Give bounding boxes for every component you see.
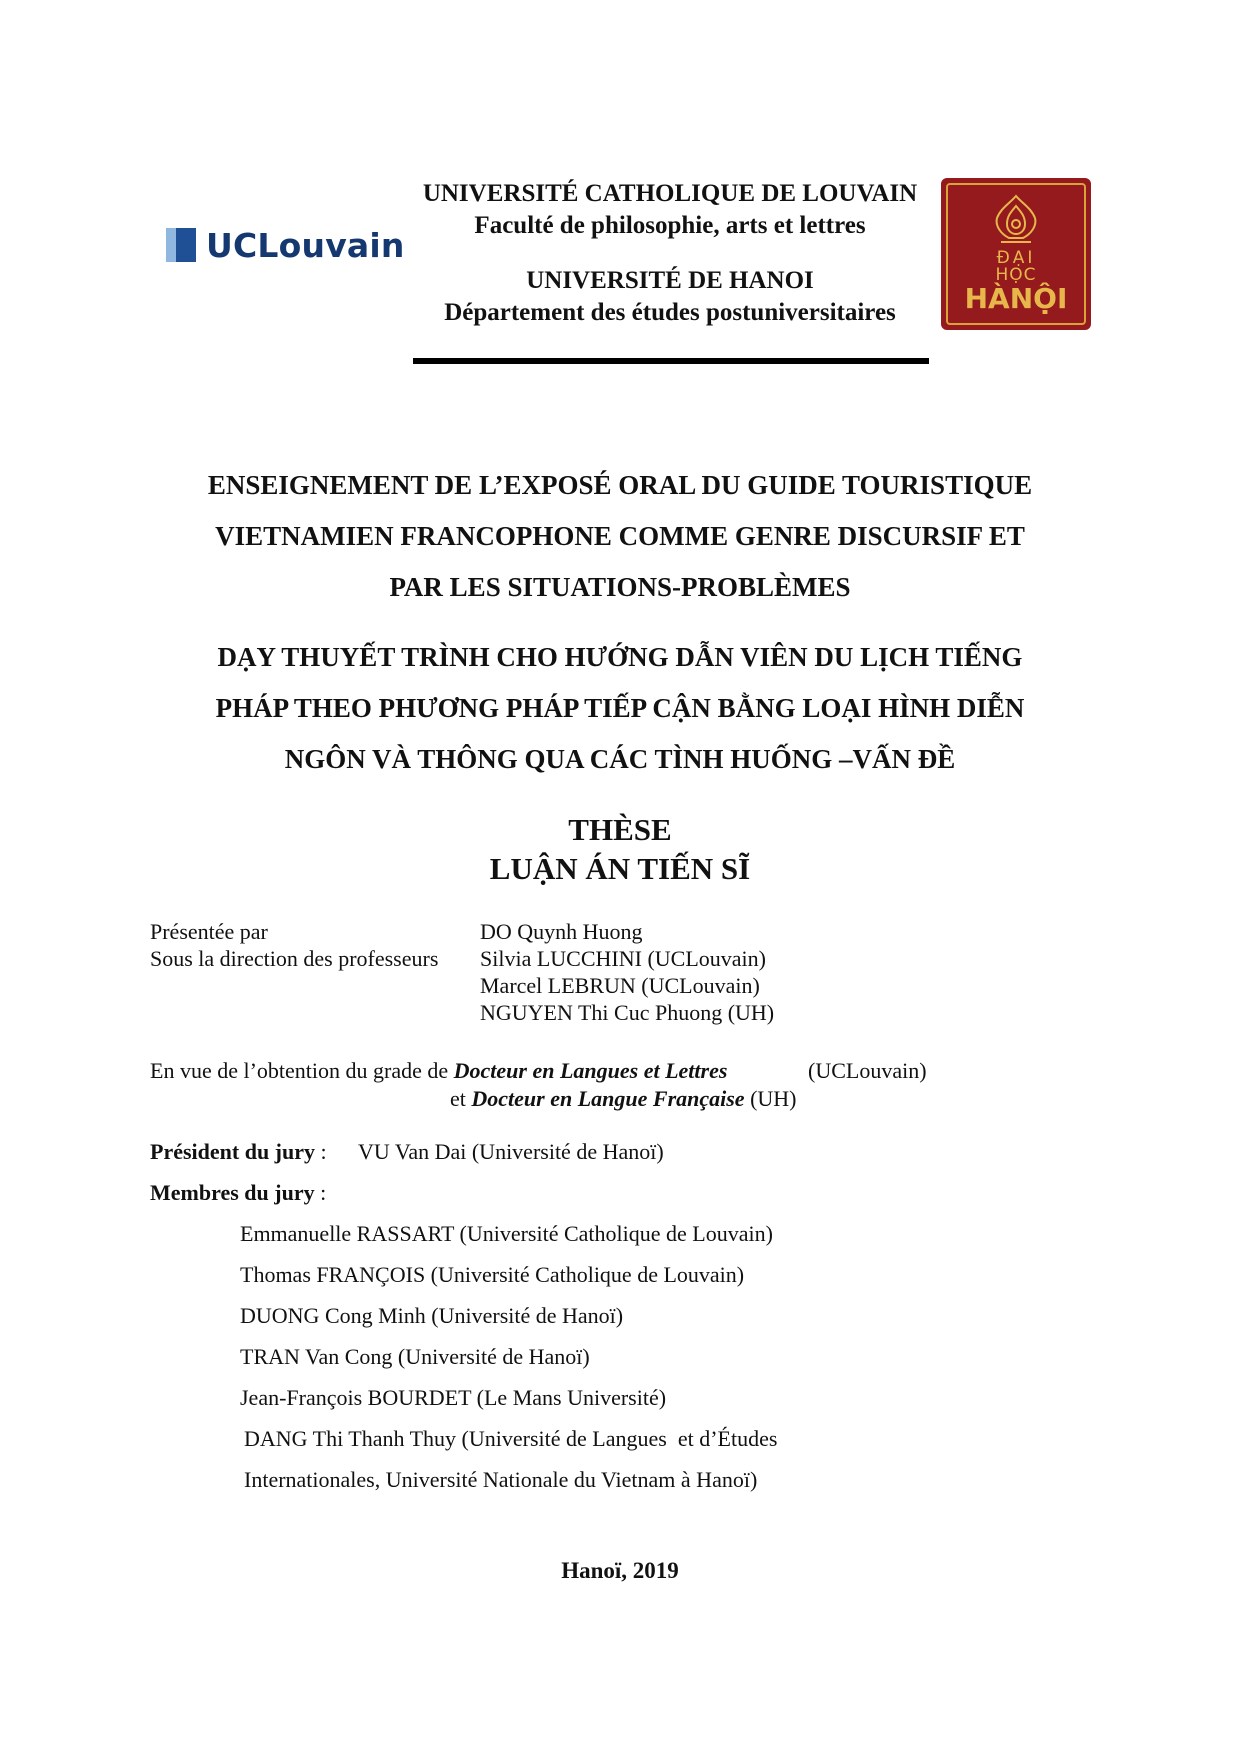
jury-members-separator: : — [314, 1180, 327, 1205]
place-and-year: Hanoï, 2019 — [561, 1558, 679, 1583]
title-fr-line-1: ENSEIGNEMENT DE L’EXPOSÉ ORAL DU GUIDE TOURISTIQUE — [207, 470, 1033, 500]
hanoi-logo-line-3: HÀNỘI — [964, 282, 1068, 315]
supervisor-2: Marcel LEBRUN (UCLouvain) — [480, 973, 760, 998]
uclouvain-logo — [166, 226, 405, 264]
supervisors-label: Sous la direction des professeurs — [150, 946, 439, 971]
jury-member-4: TRAN Van Cong (Université de Hanoï) — [240, 1344, 590, 1369]
degree-2: Docteur en Langue Française — [471, 1086, 745, 1111]
hanoi-logo-line-1: ĐẠI — [996, 248, 1036, 268]
jury-member-6-continued: Internationales, Université Nationale du Vietnam à Hanoï) — [244, 1467, 758, 1492]
degree-connector: et — [450, 1086, 472, 1111]
degree-2-institution: (UH) — [744, 1086, 797, 1111]
hanoi-university-logo — [941, 178, 1091, 330]
jury-member-5: Jean-François BOURDET (Le Mans Université) — [240, 1385, 667, 1410]
title-fr-line-2: VIETNAMIEN FRANCOPHONE COMME GENRE DISCURSIF ET — [215, 521, 1025, 551]
jury-president-separator: : — [315, 1139, 327, 1164]
degree-prefix: En vue de l’obtention du grade de — [150, 1058, 454, 1083]
thesis-fr: THÈSE — [568, 812, 672, 847]
uclouvain-logo-mark-icon — [166, 228, 198, 262]
header-line-3: UNIVERSITÉ DE HANOI — [526, 267, 814, 294]
author-name: DO Quynh Huong — [480, 919, 643, 944]
title-french — [120, 460, 1120, 613]
jury-members-label: Membres du jury — [150, 1180, 315, 1205]
title-vi-line-2: PHÁP THEO PHƯƠNG PHÁP TIẾP CẬN BẰNG LOẠI HÌNH DIỄN — [215, 693, 1025, 723]
jury-member-2: Thomas FRANÇOIS (Université Catholique de Louvain) — [240, 1262, 745, 1287]
title-vietnamese — [120, 632, 1120, 785]
degree-line-2 — [450, 1085, 797, 1112]
jury-member-3: DUONG Cong Minh (Université de Hanoï) — [240, 1303, 624, 1328]
supervisor-3: NGUYEN Thi Cuc Phuong (UH) — [480, 1000, 775, 1025]
header-line-4: Département des études postuniversitaires — [444, 299, 896, 326]
degree-1: Docteur en Langues et Lettres — [453, 1058, 728, 1083]
jury-president-line — [150, 1138, 327, 1165]
jury-president-label: Président du jury — [150, 1139, 315, 1164]
thesis-type — [120, 810, 1120, 888]
jury-president-name: VU Van Dai (Université de Hanoï) — [358, 1139, 664, 1164]
hanoi-logo-line-2: HỌC — [995, 265, 1037, 285]
degree-line-1 — [150, 1057, 727, 1084]
presented-by-label: Présentée par — [150, 919, 268, 944]
degree-1-institution: (UCLouvain) — [808, 1058, 927, 1083]
header-line-1: UNIVERSITÉ CATHOLIQUE DE LOUVAIN — [422, 180, 918, 207]
supervisor-1: Silvia LUCCHINI (UCLouvain) — [480, 946, 766, 971]
title-fr-line-3: PAR LES SITUATIONS-PROBLÈMES — [389, 572, 851, 602]
header-university-louvain — [410, 178, 930, 242]
jury-member-1: Emmanuelle RASSART (Université Catholique de Louvain) — [240, 1221, 773, 1246]
title-vi-line-3: NGÔN VÀ THÔNG QUA CÁC TÌNH HUỐNG –VẤN ĐỀ — [284, 744, 956, 774]
lotus-emblem-icon — [989, 194, 1043, 246]
title-vi-line-1: DẠY THUYẾT TRÌNH CHO HƯỚNG DẪN VIÊN DU LỊCH TIẾNG — [217, 642, 1023, 672]
jury-member-6: DANG Thi Thanh Thuy (Université de Langues et d’Études — [244, 1426, 778, 1451]
header-university-hanoi — [410, 265, 930, 329]
jury-members-line — [150, 1179, 326, 1206]
header-divider — [413, 358, 929, 364]
uclouvain-logo-text: UCLouvain — [206, 225, 405, 265]
header-line-2: Faculté de philosophie, arts et lettres — [474, 212, 866, 239]
thesis-vi: LUẬN ÁN TIẾN SĨ — [489, 851, 751, 886]
